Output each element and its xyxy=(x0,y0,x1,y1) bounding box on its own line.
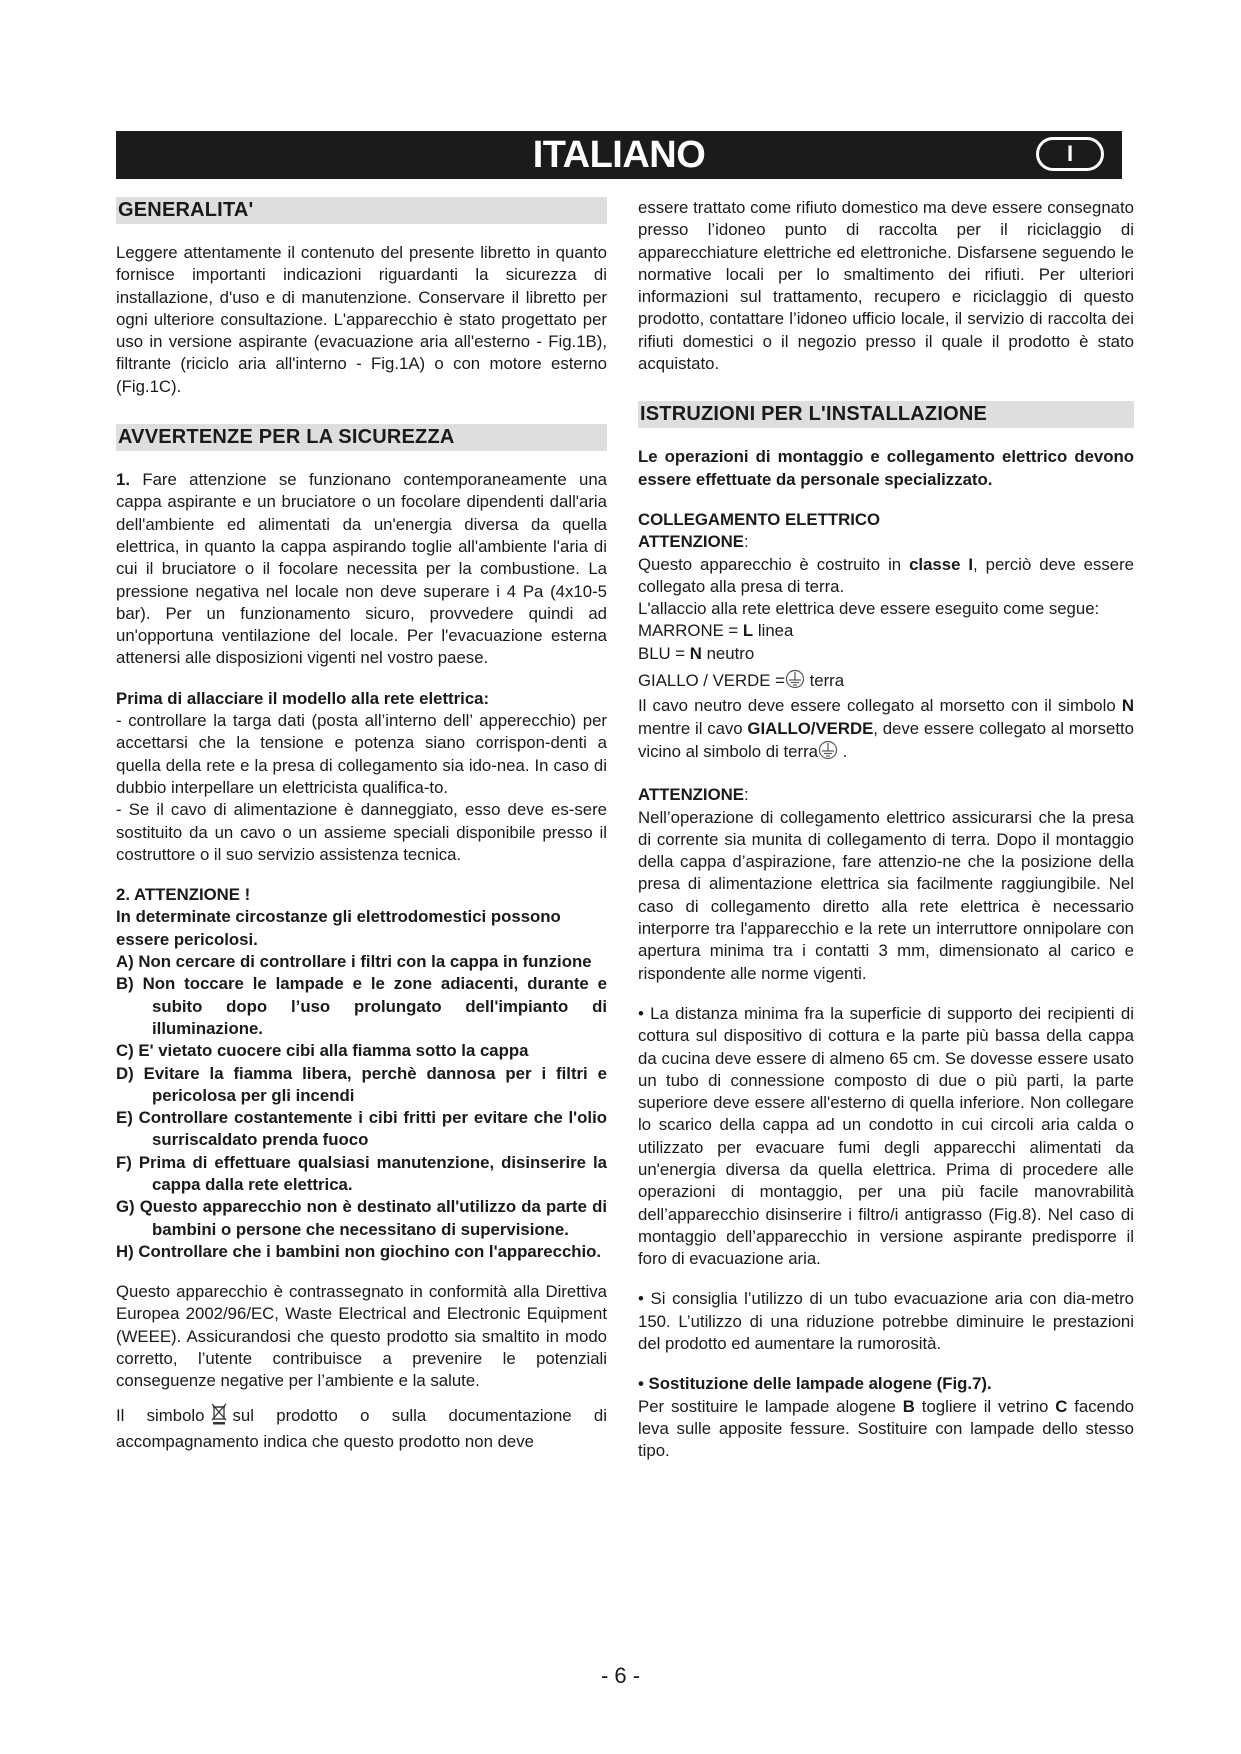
wire-blue-label: BLU = xyxy=(638,643,686,663)
bullet-minimum-distance: • La distanza minima fra la superficie di supporto dei recipienti di cottura sul dispositivo di cottura e la parte più bassa della cappa da cucina deve essere di almeno 65 cm. Se dovesse essere usato un tubo di connessione composto di due o più parti, la parte superiore deve essere all'esterno di quella inferiore. Non collegare lo scarico della cappa ad un condotto in cui circoli aria calda o utilizzato per evacuare fumi degli apparecchi alimentati da un'energia diversa da quella elettrica. Prima di procedere alle operazioni di montaggio, per una più facile manovrabilità dell’apparecchio disinserire i filtro/i antigrasso (Fig.8). Nel caso di montaggio dell’apparecchio in versione aspirante predisporre il foro di evacuazione aria. xyxy=(638,1003,1134,1269)
before-connecting-item-2: - Se il cavo di alimentazione è danneggiato, esso deve es-sere sostituito da un cavo o un assieme speciali disponibile presso il costruttore o il suo servizio assistenza tecnica. xyxy=(116,800,607,864)
class-i-paragraph xyxy=(638,554,1134,599)
neutral-text-e: , deve essere collegato al morsetto vicino al simbolo di terra xyxy=(638,718,1134,761)
warning-item-a: A) Non cercare di controllare i filtri con la cappa in funzione xyxy=(116,952,592,972)
wire-yg-desc: terra xyxy=(809,671,845,691)
bullet-air-pipe: • Si consiglia l’utilizzo di un tubo evacuazione aria con dia-metro 150. L’utilizzo di una riduzione potrebbe diminuire le prestazioni del prodotto ed aumentare la rumorosità. xyxy=(638,1289,1134,1354)
wire-brown xyxy=(638,620,1134,642)
before-connecting-heading: Prima di allacciare il modello alla rete elettrica: xyxy=(116,688,490,708)
wire-brown-label: MARRONE = xyxy=(638,621,739,641)
attention-2-label-text: ATTENZIONE xyxy=(638,785,744,805)
weee-bin-icon xyxy=(211,1403,227,1431)
warning-item-b: B) Non toccare le lampade e le zone adiacenti, durante e subito dopo l’uso prolungato dell'impianto di illuminazione. xyxy=(116,974,607,1038)
wire-blue xyxy=(638,643,1134,665)
class-label: classe I xyxy=(909,554,974,574)
class-text-a: Questo apparecchio è costruito in xyxy=(638,554,902,574)
class-text-c: , perciò deve essere collegato alla presa di terra. xyxy=(638,554,1134,596)
wire-yellow-green xyxy=(638,669,1134,695)
neutral-code: N xyxy=(1121,696,1134,716)
section-heading-generalita: GENERALITA' xyxy=(116,197,607,224)
before-connecting-item-1: - controllare la targa dati (posta all’interno dell’ apperecchio) per accettarsi che la tensione e potenza siano corrispon-denti a quella della rete e la presa di collegamento sia ido-nea. In caso di dubbio interpellare un elettricista qualifica-to. xyxy=(116,711,607,797)
warning-item-h: H) Controllare che i bambini non giochino con l'apparecchio. xyxy=(116,1241,602,1261)
lamp-text-e: facendo leva sulle apposite fessure. Sostituire con lampade dello stesso tipo. xyxy=(638,1396,1134,1461)
neutral-cable-paragraph xyxy=(638,695,1134,766)
attention-colon: : xyxy=(743,532,749,552)
attention-2-colon: : xyxy=(743,785,749,805)
language-badge: I xyxy=(1036,137,1104,171)
attention-label-text: ATTENZIONE xyxy=(638,532,744,552)
attention-2-label xyxy=(638,784,1134,806)
attention-2-intro: In determinate circostanze gli elettrodomestici possono essere pericolosi. xyxy=(116,907,561,949)
lamp-text-c: togliere il vetrino xyxy=(921,1396,1049,1416)
wire-brown-code: L xyxy=(742,621,754,641)
connection-instructions: L'allaccio alla rete elettrica deve essere eseguito come segue: xyxy=(638,599,1100,619)
section-heading-istruzioni: ISTRUZIONI PER L'INSTALLAZIONE xyxy=(638,401,1134,428)
weee-symbol-paragraph xyxy=(116,1403,607,1454)
right-column xyxy=(638,197,1134,1463)
ground-symbol-icon xyxy=(818,740,838,766)
language-banner xyxy=(116,131,1122,179)
wire-blue-desc: neutro xyxy=(706,643,755,663)
attention-label xyxy=(638,531,1134,553)
lamp-replacement-heading: • Sostituzione delle lampade alogene (Fig.7). xyxy=(638,1374,992,1394)
page-title: ITALIANO xyxy=(532,134,706,176)
weee-symbol-text-b: sul prodotto o sulla documentazione di accompagnamento indica che questo prodotto non deve xyxy=(116,1405,607,1451)
left-column xyxy=(116,197,607,1453)
attention-2-heading: 2. ATTENZIONE ! xyxy=(116,885,251,905)
warning-item-f: F) Prima di effettuare qualsiasi manutenzione, disinserire la cappa dalla rete elettrica. xyxy=(116,1152,607,1194)
weee-paragraph: Questo apparecchio è contrassegnato in conformità alla Direttiva Europea 2002/96/EC, Waste Electrical and Electronic Equipment (WEEE). Assicurandosi che questo prodotto sia smaltito in modo corretto, l’utente contribuisce a prevenire le potenziali conseguenze negative per l’ambiente e la salute. xyxy=(116,1282,607,1391)
weee-continuation: essere trattato come rifiuto domestico ma deve essere consegnato presso l’idoneo punto di raccolta per il riciclaggio di apparecchiature elettriche ed elettroniche. Disfarsene seguendo le normative locali per lo smaltimento dei rifiuti. Per ulteriori informazioni sul trattamento, recupero e riciclaggio di questo prodotto, contattare l’idoneo ufficio locale, il servizio di raccolta dei rifiuti domestici o il negozio presso il quale il prodotto è stato acquistato. xyxy=(638,198,1134,374)
safety-paragraph-1 xyxy=(116,469,607,670)
section-heading-avvertenze: AVVERTENZE PER LA SICUREZZA xyxy=(116,424,607,451)
lamp-code-c: C xyxy=(1055,1396,1068,1416)
lamp-code-b: B xyxy=(902,1396,915,1416)
weee-symbol-text-a: Il simbolo xyxy=(116,1405,205,1425)
lamp-replacement-paragraph xyxy=(638,1396,1134,1463)
lamp-text-a: Per sostituire le lampade alogene xyxy=(638,1396,896,1416)
warning-item-g: G) Questo apparecchio non è destinato all'utilizzo da parte di bambini o persone che necessitano di supervisione. xyxy=(116,1197,607,1239)
wire-yg-label: GIALLO / VERDE = xyxy=(638,671,785,691)
neutral-text-f: . xyxy=(842,741,848,761)
safety-paragraph-1-text: Fare attenzione se funzionano contemporaneamente una cappa aspirante e un bruciatore o un focolare dipendenti dall'aria dell'ambiente ed alimentati da un'energia diversa da quella elettrica, in quanto la cappa aspirando toglie all'ambiente l'aria di cui il bruciatore o il focolare necessita per la combustione. La pressione negativa nel locale non deve superare i 4 Pa (4x10-5 bar). Per un funzionamento sicuro, provvedere quindi ad un'opportuna ventilazione del locale. Per l'evacuazione esterna attenersi alle disposizioni vigenti nel vostro paese. xyxy=(116,470,607,668)
wire-brown-desc: linea xyxy=(757,621,794,641)
warning-item-d: D) Evitare la fiamma libera, perchè dannosa per i filtri e pericolosa per gli incendi xyxy=(116,1063,607,1105)
yellow-green-label: GIALLO/VERDE xyxy=(747,718,874,738)
wire-blue-code: N xyxy=(689,643,702,663)
warning-item-e: E) Controllare costantemente i cibi fritti per evitare che l'olio surriscaldato prenda fuoco xyxy=(116,1108,607,1150)
attention-2-paragraph: Nell’operazione di collegamento elettrico assicurarsi che la presa di corrente sia munita di collegamento di terra. Dopo il montaggio della cappa d’aspirazione, fare attenzio-ne che la posizione della presa di alimentazione elettrica sia facilmente raggiungibile. Nel caso di collegamento diretto alla rete elettrica è necessario interporre tra l'apparecchio e la rete un interruttore onnipolare con apertura minima tra i contatti 3 mm, dimensionato al carico e rispondente alle norme vigenti. xyxy=(638,807,1134,983)
neutral-text-c: mentre il cavo xyxy=(638,718,743,738)
paragraph-number: 1. xyxy=(116,470,130,490)
ground-icon xyxy=(785,669,805,695)
generalita-text: Leggere attentamente il contenuto del presente libretto in quanto fornisce importanti indicazioni riguardanti la sicurezza di installazione, d'uso e di manutenzione. Conservare il libretto per ogni ulteriore consultazione. L'apparecchio è stato progettato per uso in versione aspirante (evacuazione aria all'esterno - Fig.1B), filtrante (riciclo aria all'interno - Fig.1A) o con motore esterno (Fig.1C). xyxy=(116,243,607,396)
warning-item-c: C) E' vietato cuocere cibi alla fiamma sotto la cappa xyxy=(116,1041,529,1061)
installation-intro: Le operazioni di montaggio e collegamento elettrico devono essere effettuate da personale specializzato. xyxy=(638,447,1134,489)
page-number: - 6 - xyxy=(600,1663,641,1688)
electrical-connection-heading: COLLEGAMENTO ELETTRICO xyxy=(638,509,881,529)
neutral-text-a: Il cavo neutro deve essere collegato al morsetto con il simbolo xyxy=(638,696,1116,716)
